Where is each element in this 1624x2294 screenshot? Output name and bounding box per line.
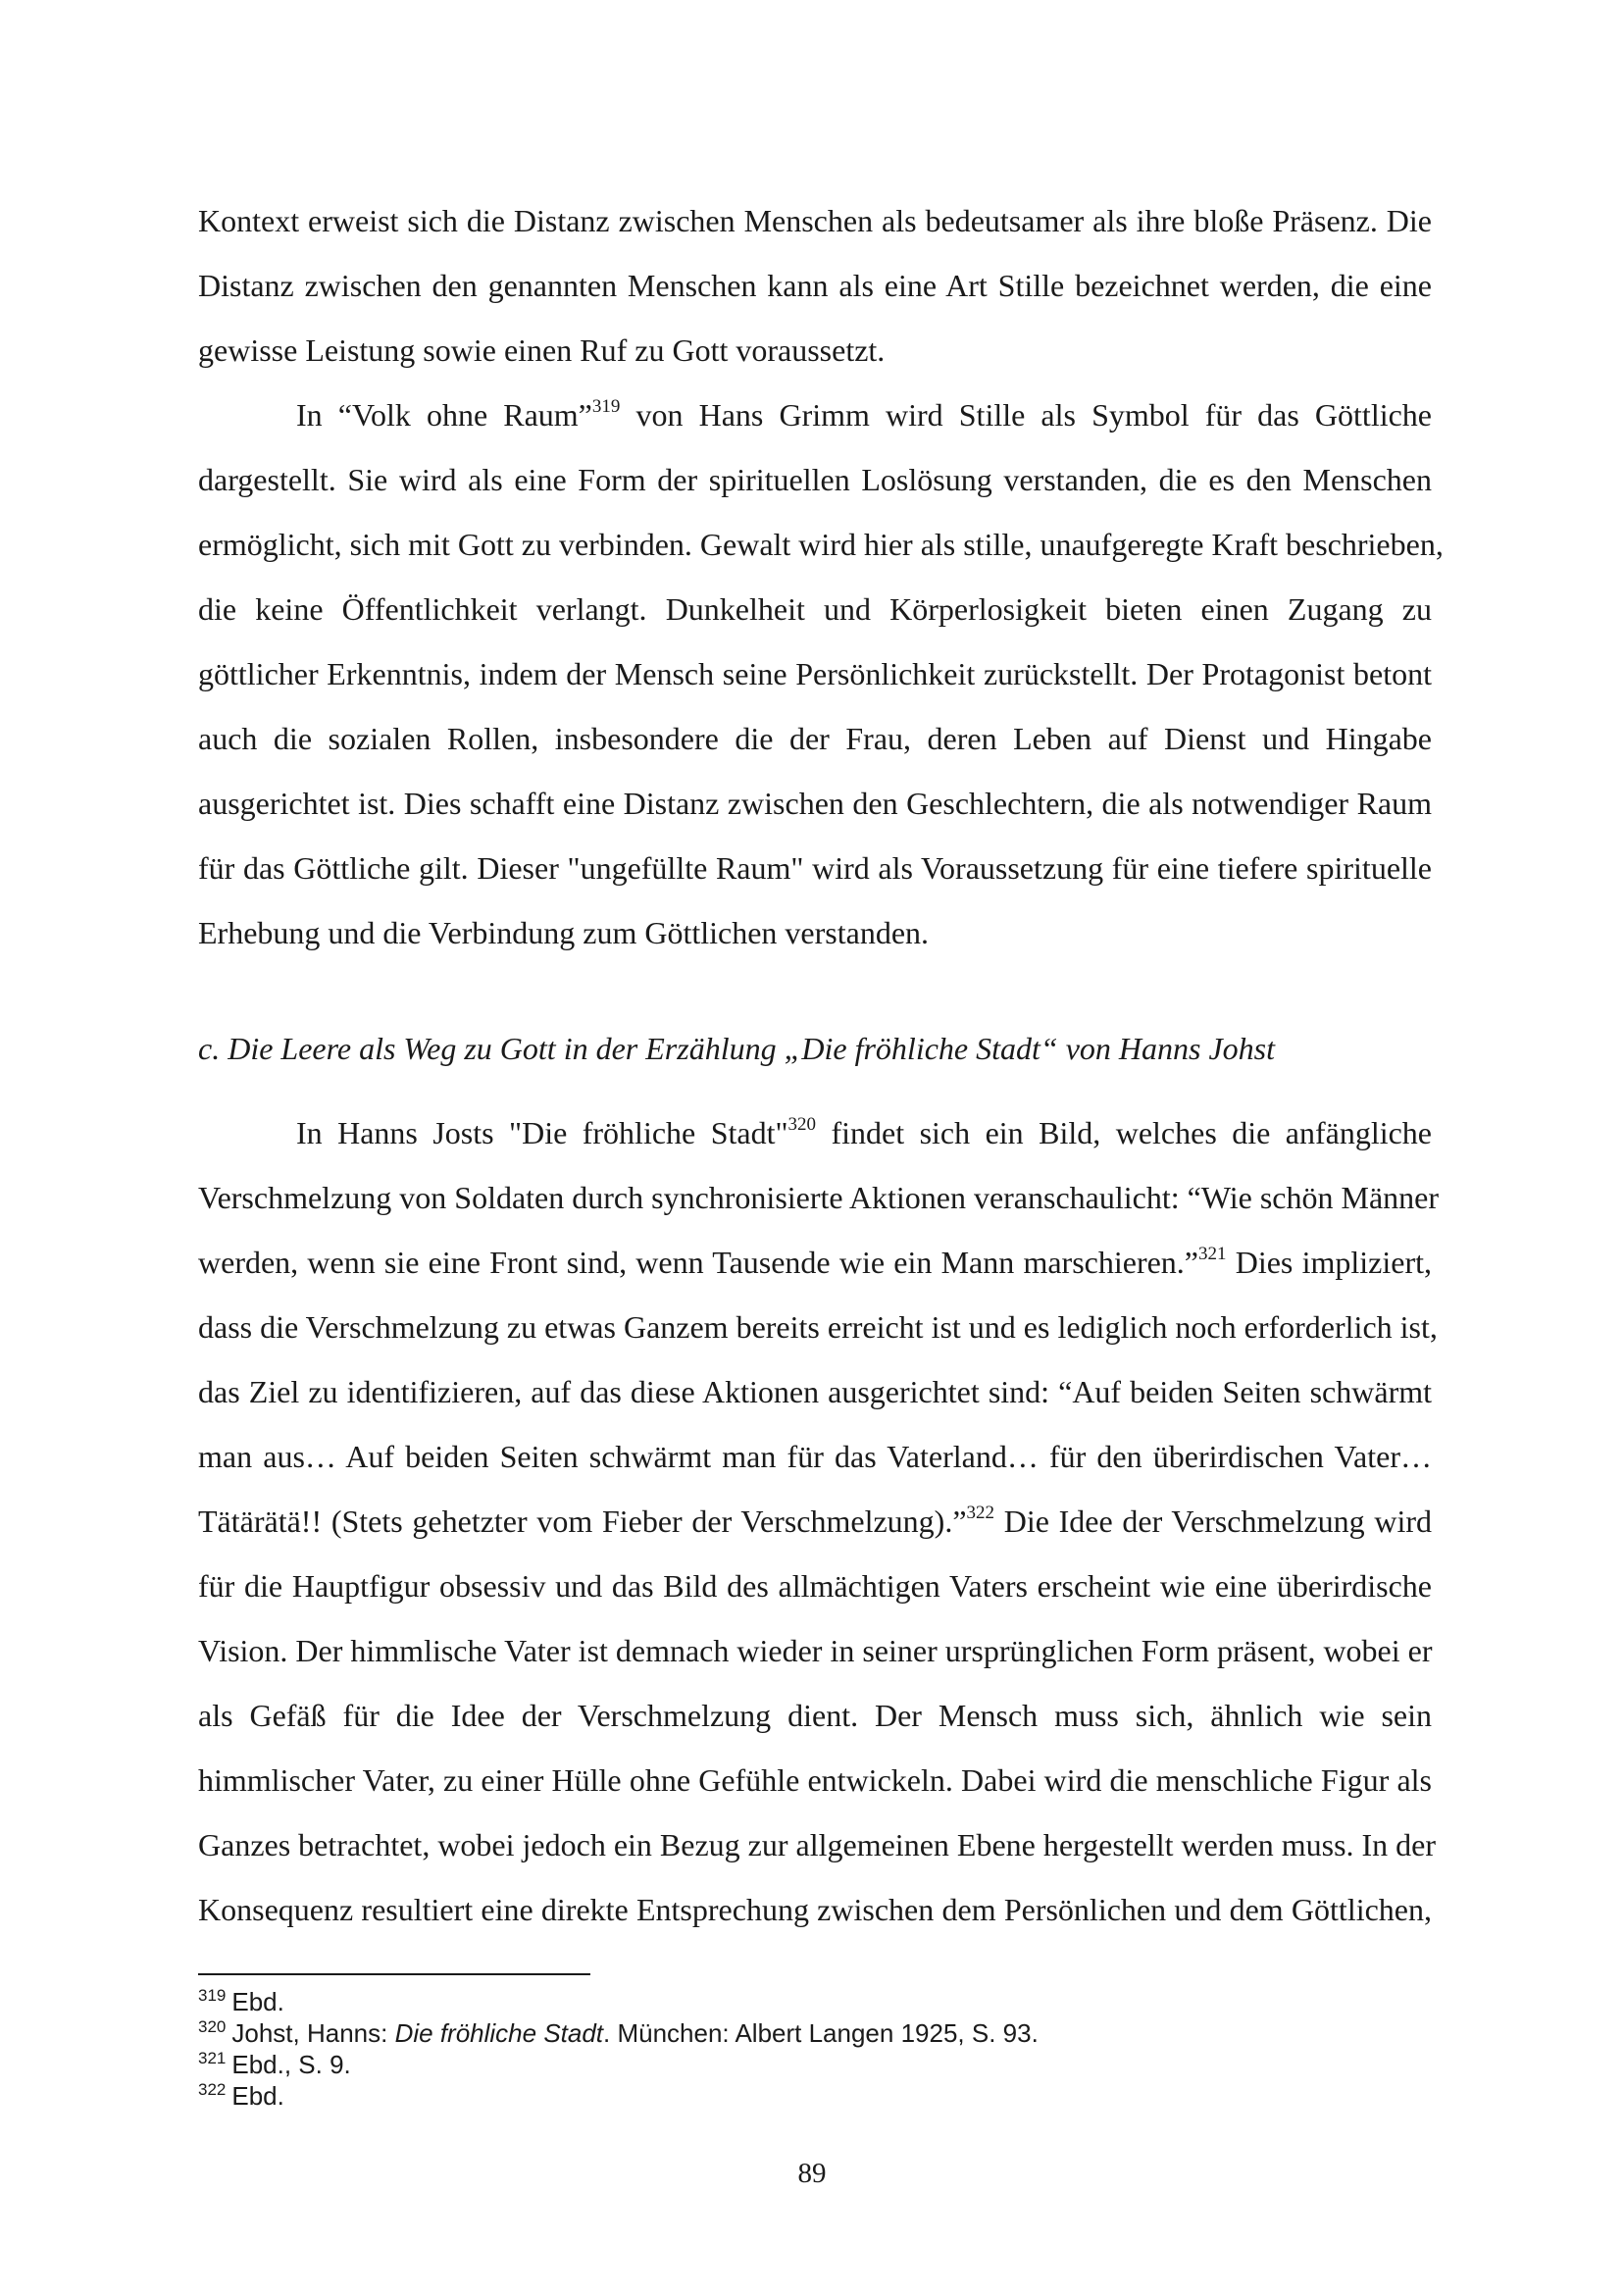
footnote-separator bbox=[198, 1973, 590, 1975]
paragraph-2-line-8: für das Göttliche gilt. Dieser "ungefüllte Raum" wird als Voraussetzung für eine tiefere spirituelle bbox=[198, 850, 1432, 886]
paragraph-1-line-2: Distanz zwischen den genannten Menschen kann als eine Art Stille bezeichnet werden, die eine bbox=[198, 268, 1432, 303]
paragraph-3-line-9: Vision. Der himmlische Vater ist demnach wieder in seiner ursprünglichen Form präsent, wobei er bbox=[198, 1633, 1433, 1668]
paragraph-2-line-9: Erhebung und die Verbindung zum Göttlichen verstanden. bbox=[198, 915, 930, 950]
footnote-number: 320 bbox=[198, 2017, 227, 2036]
paragraph-3-line-13: Konsequenz resultiert eine direkte Entsprechung zwischen dem Persönlichen und dem Göttlichen, bbox=[198, 1892, 1432, 1927]
footnote-book-title: Die fröhliche Stadt bbox=[394, 2018, 604, 2048]
footnote-321 bbox=[198, 2050, 351, 2079]
footnote-320 bbox=[198, 2018, 1039, 2048]
paragraph-1-line-3: gewisse Leistung sowie einen Ruf zu Gott voraussetzt. bbox=[198, 332, 886, 368]
footnote-text: Ebd. bbox=[231, 2081, 284, 2111]
paragraph-2-line-5: göttlicher Erkenntnis, indem der Mensch seine Persönlichkeit zurückstellt. Der Protagonist betont bbox=[198, 656, 1432, 691]
footnote-number: 321 bbox=[198, 2049, 227, 2067]
paragraph-3-line-11: himmlischer Vater, zu einer Hülle ohne Gefühle entwickeln. Dabei wird die menschliche Figur als bbox=[198, 1762, 1432, 1798]
paragraph-2-line-6: auch die sozialen Rollen, insbesondere die der Frau, deren Leben auf Dienst und Hingabe bbox=[198, 721, 1432, 756]
paragraph-3-line-5: das Ziel zu identifizieren, auf das diese Aktionen ausgerichtet sind: “Auf beiden Seiten schwärmt bbox=[198, 1374, 1432, 1409]
footnote-319 bbox=[198, 1987, 284, 2016]
paragraph-3-line-6: man aus… Auf beiden Seiten schwärmt man für das Vaterland… für den überirdischen Vater… bbox=[198, 1439, 1432, 1474]
paragraph-3-line-2: Verschmelzung von Soldaten durch synchronisierte Aktionen veranschaulicht: “Wie schön Männer bbox=[198, 1180, 1440, 1215]
footnote-number: 319 bbox=[198, 1986, 227, 2005]
paragraph-2-text: von Hans Grimm wird Stille als Symbol für das Göttliche bbox=[620, 397, 1433, 433]
footnote-322 bbox=[198, 2081, 284, 2111]
footnote-ref-322[interactable]: 322 bbox=[966, 1503, 995, 1523]
paragraph-3-text: werden, wenn sie eine Front sind, wenn Tausende wie ein Mann marschieren.” bbox=[198, 1245, 1199, 1280]
paragraph-3-line-3 bbox=[198, 1230, 1432, 1295]
paragraph-3-line-8: für die Hauptfigur obsessiv und das Bild des allmächtigen Vaters erscheint wie eine überirdische bbox=[198, 1568, 1432, 1604]
paragraph-3-line-12: Ganzes betrachtet, wobei jedoch ein Bezug zur allgemeinen Ebene hergestellt werden muss. In der bbox=[198, 1827, 1437, 1862]
footnote-ref-319[interactable]: 319 bbox=[591, 396, 621, 417]
paragraph-3-text: Tätärätä!! (Stets gehetzter vom Fieber der Verschmelzung).” bbox=[198, 1504, 967, 1539]
paragraph-2-line-4: die keine Öffentlichkeit verlangt. Dunkelheit und Körperlosigkeit bieten einen Zugang zu bbox=[198, 591, 1432, 627]
footnote-ref-320[interactable]: 320 bbox=[787, 1114, 817, 1135]
paragraph-2-line-3: ermöglicht, sich mit Gott zu verbinden. Gewalt wird hier als stille, unaufgeregte Kraft beschrieben, bbox=[198, 527, 1444, 562]
section-heading: c. Die Leere als Weg zu Gott in der Erzählung „Die fröhliche Stadt“ von Hanns Johst bbox=[198, 1031, 1275, 1066]
footnote-text: Ebd. bbox=[231, 1987, 284, 2016]
paragraph-1-line-1: Kontext erweist sich die Distanz zwischen Menschen als bedeutsamer als ihre bloße Präsenz. Die bbox=[198, 203, 1432, 238]
paragraph-2-line-7: ausgerichtet ist. Dies schafft eine Distanz zwischen den Geschlechtern, die als notwendiger Raum bbox=[198, 786, 1432, 821]
paragraph-2-line-1 bbox=[296, 382, 1432, 447]
paragraph-3-text: In Hanns Josts "Die fröhliche Stadt" bbox=[296, 1115, 788, 1150]
footnote-text: . München: Albert Langen 1925, S. 93. bbox=[603, 2018, 1039, 2048]
paragraph-3-line-10: als Gefäß für die Idee der Verschmelzung dient. Der Mensch muss sich, ähnlich wie sein bbox=[198, 1698, 1432, 1733]
footnote-text: Ebd., S. 9. bbox=[231, 2050, 351, 2079]
paragraph-3-text: Die Idee der Verschmelzung wird bbox=[994, 1504, 1432, 1539]
footnote-ref-321[interactable]: 321 bbox=[1198, 1244, 1227, 1264]
paragraph-2-text: In “Volk ohne Raum” bbox=[296, 397, 592, 433]
footnote-number: 322 bbox=[198, 2080, 227, 2099]
paragraph-3-line-7 bbox=[198, 1489, 1432, 1554]
footnote-text: Johst, Hanns: bbox=[231, 2018, 395, 2048]
page-number: 89 bbox=[797, 2158, 827, 2189]
paragraph-3-line-4: dass die Verschmelzung zu etwas Ganzem bereits erreicht ist und es lediglich noch erforderlich ist, bbox=[198, 1309, 1438, 1345]
paragraph-3-text: Dies impliziert, bbox=[1226, 1245, 1433, 1280]
paragraph-2-line-2: dargestellt. Sie wird als eine Form der spirituellen Loslösung verstanden, die es den Menschen bbox=[198, 462, 1432, 497]
paragraph-3-line-1 bbox=[296, 1100, 1432, 1165]
paragraph-3-text: findet sich ein Bild, welches die anfängliche bbox=[816, 1115, 1433, 1150]
